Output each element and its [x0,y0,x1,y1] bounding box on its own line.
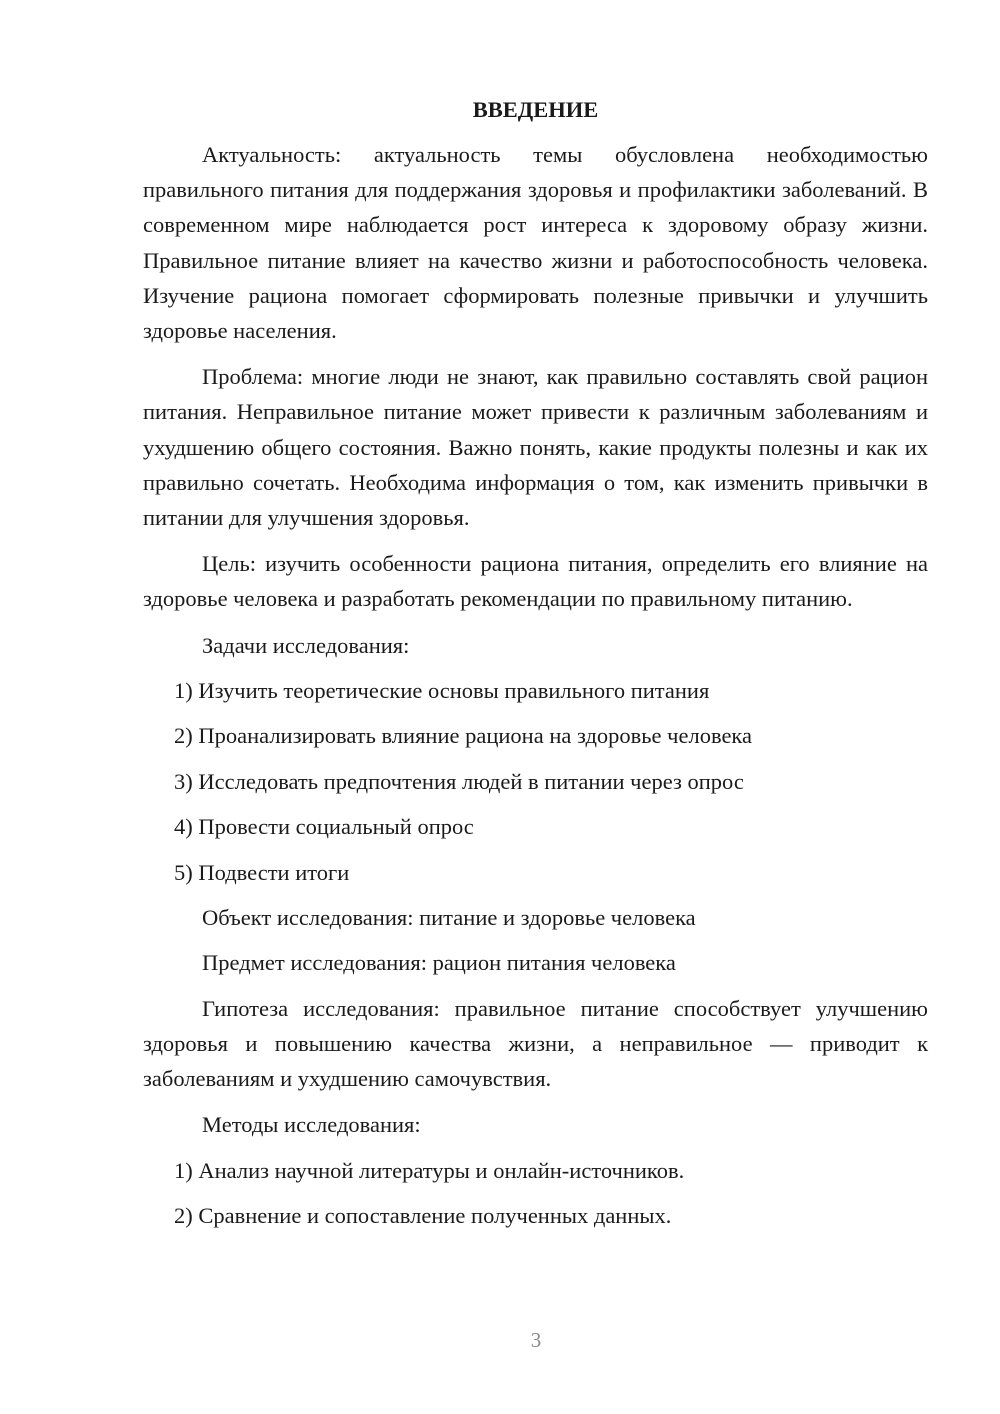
research-subject: Предмет исследования: рацион питания человека [202,950,676,976]
task-item-1: 1) Изучить теоретические основы правильного питания [174,678,710,704]
tasks-heading: Задачи исследования: [202,632,410,658]
method-item-2: 2) Сравнение и сопоставление полученных данных. [174,1203,672,1229]
page-content [143,92,928,1244]
task-item-3: 3) Исследовать предпочтения людей в питании через опрос [174,768,744,794]
task-item-5: 5) Подвести итоги [174,859,350,885]
task-item-4: 4) Провести социальный опрос [174,814,474,840]
problem-paragraph: Проблема: многие люди не знают, как правильно составлять свой рацион питания. Неправильное питание может привести к различным заболеваниям и ухудшению общего состояния. Важно понять, какие продукты полезны и как их правильно сочетать. Необходима информация о том, как изменить привычки в питании для улучшения здоровья. [143,364,928,531]
hypothesis-paragraph: Гипотеза исследования: правильное питание способствует улучшению здоровья и повышению качества жизни, а неправильное — приводит к заболеваниям и ухудшению самочувствия. [143,995,928,1092]
method-item-1: 1) Анализ научной литературы и онлайн-источников. [174,1157,685,1183]
methods-heading: Методы исследования: [202,1112,421,1138]
relevance-paragraph: Актуальность: актуальность темы обусловлена необходимостью правильного питания для поддержания здоровья и профилактики заболеваний. В современном мире наблюдается рост интереса к здоровому образу жизни. Правильное питание влияет на качество жизни и работоспособность человека. Изучение рациона помогает сформировать полезные привычки и улучшить здоровье населения. [143,142,928,344]
page-number: 3 [530,1328,542,1352]
goal-paragraph: Цель: изучить особенности рациона питания, определить его влияние на здоровье человека и разработать рекомендации по правильному питанию. [143,551,928,612]
page-title: ВВЕДЕНИЕ [472,97,599,122]
task-item-2: 2) Проанализировать влияние рациона на здоровье человека [174,723,753,749]
research-object: Объект исследования: питание и здоровье человека [202,904,696,930]
